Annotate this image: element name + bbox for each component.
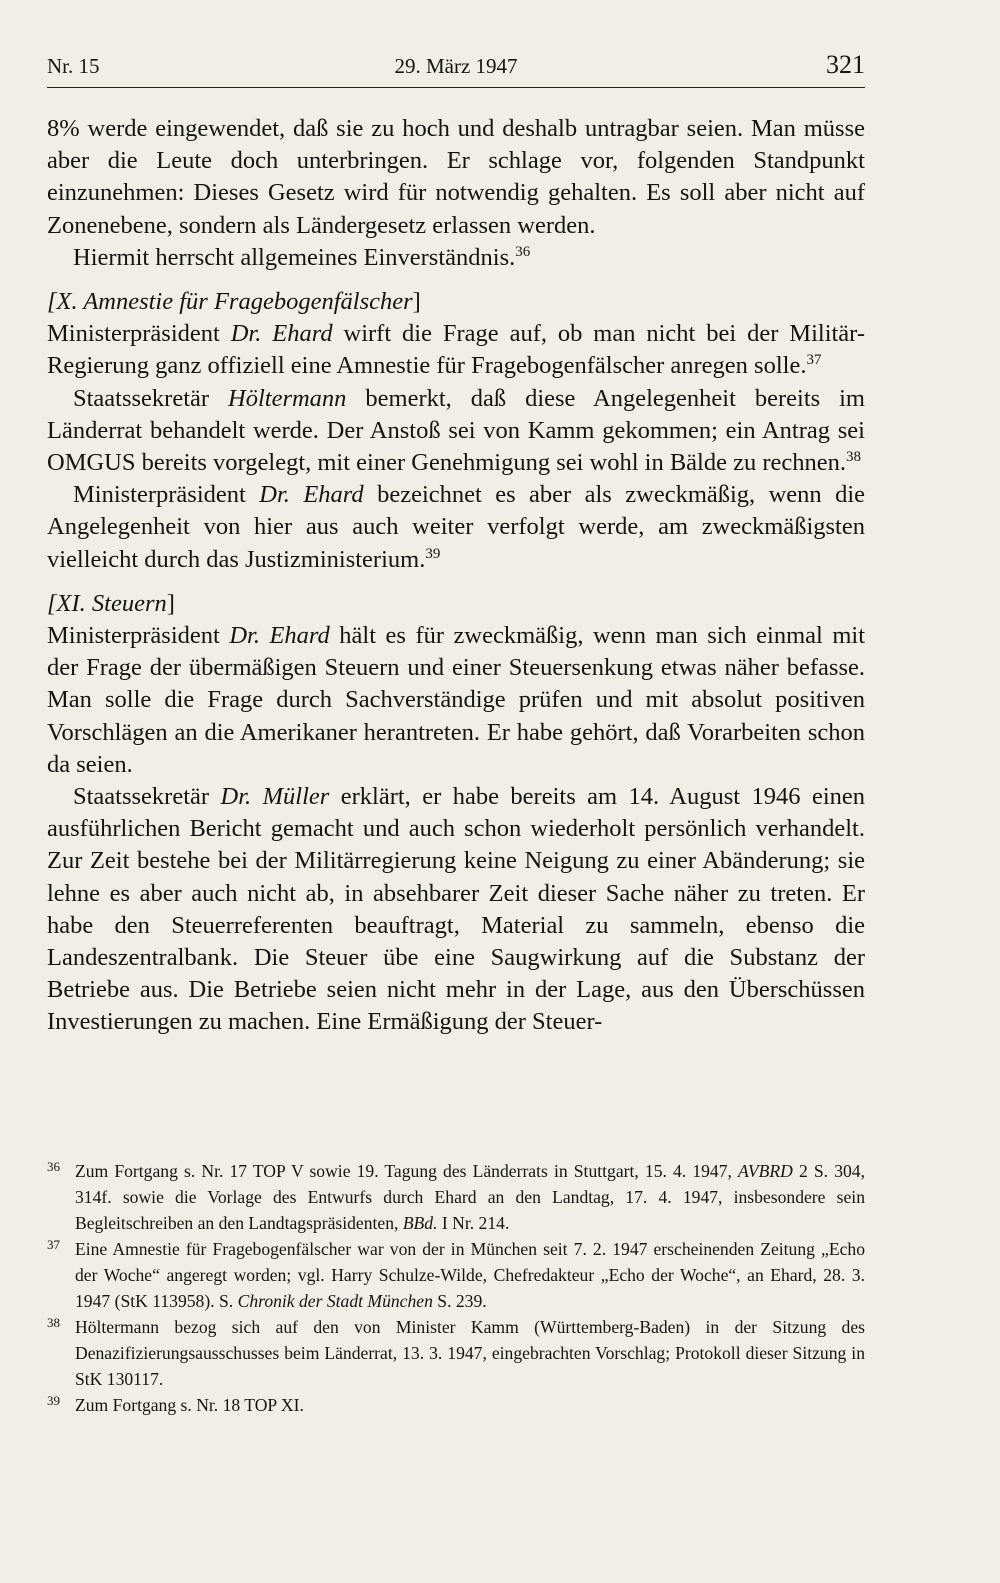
heading-bracket: ] [166, 589, 175, 617]
main-text [47, 113, 865, 1039]
text-run: S. 239. [432, 1291, 487, 1311]
text-run: 2 S. 304, 314f. sowie die Vorlage des Entwurfs durch Ehard an den Landtag, 17. 4. 1947, insbesondere sein Begleitschreiben an den Landtagspräsidenten, [75, 1161, 865, 1233]
citation-title: BBd. [402, 1213, 438, 1233]
text-run: Zum Fortgang s. Nr. 18 TOP XI. [75, 1395, 304, 1415]
text-run: Eine Amnestie für Fragebogenfälscher war von der in München seit 7. 2. 1947 erscheinenden Zeitung „Echo der Woche“ angeregt worden; vgl. Harry Schulze-Wilde, Chefredakteur „Echo der Woche“, an Ehard, 28. 3. 1947 (StK 113958). S. [75, 1239, 865, 1311]
title-abbrev: Dr. [220, 783, 252, 811]
footnote-number: 38 [47, 1315, 60, 1330]
paragraph [47, 383, 865, 480]
text-run: Staatssekretär [73, 783, 221, 811]
paragraph [47, 318, 865, 382]
title-abbrev: Dr. [259, 481, 290, 509]
text-run: Ministerpräsident [73, 481, 260, 509]
speaker-name: Ehard [269, 622, 330, 650]
text-run: erklärt, er habe bereits am 14. August 1946 einen ausführlichen Bericht gemacht und auch schon wiederholt persönlich verhandelt. Zur Zeit bestehe bei der Militärregierung keine Neigung zu einer Abänderung; sie lehne es aber auch nicht ab, in absehbarer Zeit dieser Sache näher zu treten. Er habe den Steuerreferenten beauftragt, Material zu sammeln, ebenso die Landeszentralbank. Die Steuer übe eine Saugwirkung auf die Substanz der Betriebe aus. Die Betriebe seien nicht mehr in der Lage, aus den Überschüssen Investierungen zu machen. Eine Ermäßigung der Steuer- [47, 783, 866, 1036]
footnote-ref: 39 [425, 545, 441, 562]
text-run [251, 783, 262, 810]
header-rule [47, 87, 865, 88]
title-abbrev: Dr. [229, 622, 260, 650]
paragraph-text: 8% werde eingewendet, daß sie zu hoch und deshalb untragbar seien. Man müsse aber die Leute doch unterbringen. Er schlage vor, folgenden Standpunkt einzunehmen: Dieses Gesetz wird für notwendig gehalten. Es soll aber nicht auf Zonenebene, sondern als Ländergesetz erlassen werden. [47, 115, 865, 239]
footnote-38 [47, 1314, 865, 1392]
text-run [290, 481, 303, 508]
text-run: bezeichnet es aber als zweckmäßig, wenn die Angelegenheit von hier aus auch weiter verfolgt werde, am zweckmäßigsten vielleicht durch das Justizministerium. [47, 481, 866, 573]
speaker-name: Müller [262, 783, 330, 811]
text-run: Ministerpräsident [47, 622, 230, 650]
text-run: Zum Fortgang s. Nr. 17 TOP V sowie 19. Tagung des Länderrats in Stuttgart, 15. 4. 1947, [75, 1161, 739, 1181]
footnote-number: 39 [47, 1393, 60, 1408]
issue-number: Nr. 15 [47, 54, 100, 78]
footnote-ref: 36 [515, 243, 531, 260]
heading-title: Amnestie für Fragebogenfälscher [83, 288, 413, 316]
header-date: 29. März 1947 [394, 54, 518, 78]
paragraph [47, 620, 865, 781]
heading-title: Steuern [91, 589, 167, 617]
section-heading-x [47, 286, 865, 318]
citation-title: Chronik der Stadt München [237, 1291, 433, 1311]
text-run [261, 320, 272, 347]
title-abbrev: Dr. [230, 320, 262, 348]
text-run: bemerkt, daß diese Angelegenheit bereits im Länderrat behandelt werde. Der Anstoß sei von Kamm gekommen; ein Antrag sei OMGUS bereits vorgelegt, mit einer Genehmigung sei wohl in Bälde zu rechnen. [47, 384, 865, 477]
heading-bracket: [XI. [47, 589, 92, 617]
footnote-39 [47, 1392, 865, 1418]
paragraph [47, 781, 865, 1039]
running-header [47, 50, 865, 82]
paragraph [47, 242, 865, 274]
footnote-37 [47, 1236, 865, 1314]
heading-bracket: ] [412, 288, 421, 316]
footnote-ref: 37 [806, 352, 822, 369]
section-heading-xi [47, 588, 865, 620]
paragraph [47, 479, 865, 576]
footnote-number: 36 [47, 1159, 60, 1174]
heading-bracket: [X. [47, 288, 84, 316]
speaker-name: Ehard [272, 320, 333, 348]
text-run: I Nr. 214. [437, 1213, 510, 1233]
footnotes [47, 1158, 865, 1418]
citation-title: AVBRD [738, 1161, 793, 1181]
footnote-36 [47, 1158, 865, 1236]
text-run: hält es für zweckmäßig, wenn man sich einmal mit der Frage der übermäßigen Steuern und einer Steuersenkung etwas näher befasse. Man solle die Frage durch Sachverständige prüfen und mit absolut positiven Vorschlägen an die Amerikaner herantreten. Er habe gehört, daß Vorarbeiten schon da seien. [47, 622, 865, 778]
speaker-name: Ehard [303, 481, 364, 509]
text-run: Ministerpräsident [47, 320, 231, 348]
text-run: Höltermann bezog sich auf den von Minister Kamm (Württemberg-Baden) in der Sitzung des Denazifizierungsausschusses beim Länderrat, 13. 3. 1947, eingebrachten Vorschlag; Protokoll dieser Sitzung in StK 130117. [75, 1317, 865, 1389]
paragraph [47, 113, 865, 242]
page-number: 321 [826, 50, 865, 79]
text-run: Staatssekretär [73, 384, 229, 412]
speaker-name: Höltermann [228, 384, 347, 412]
paragraph-text: Hiermit herrscht allgemeines Einverständnis. [73, 243, 516, 271]
text-run: wirft die Frage auf, ob man nicht bei der Militär-Regierung ganz offiziell eine Amnestie für Fragebogenfälscher anregen solle. [47, 320, 866, 380]
footnote-ref: 38 [846, 449, 862, 466]
footnote-number: 37 [47, 1237, 60, 1252]
